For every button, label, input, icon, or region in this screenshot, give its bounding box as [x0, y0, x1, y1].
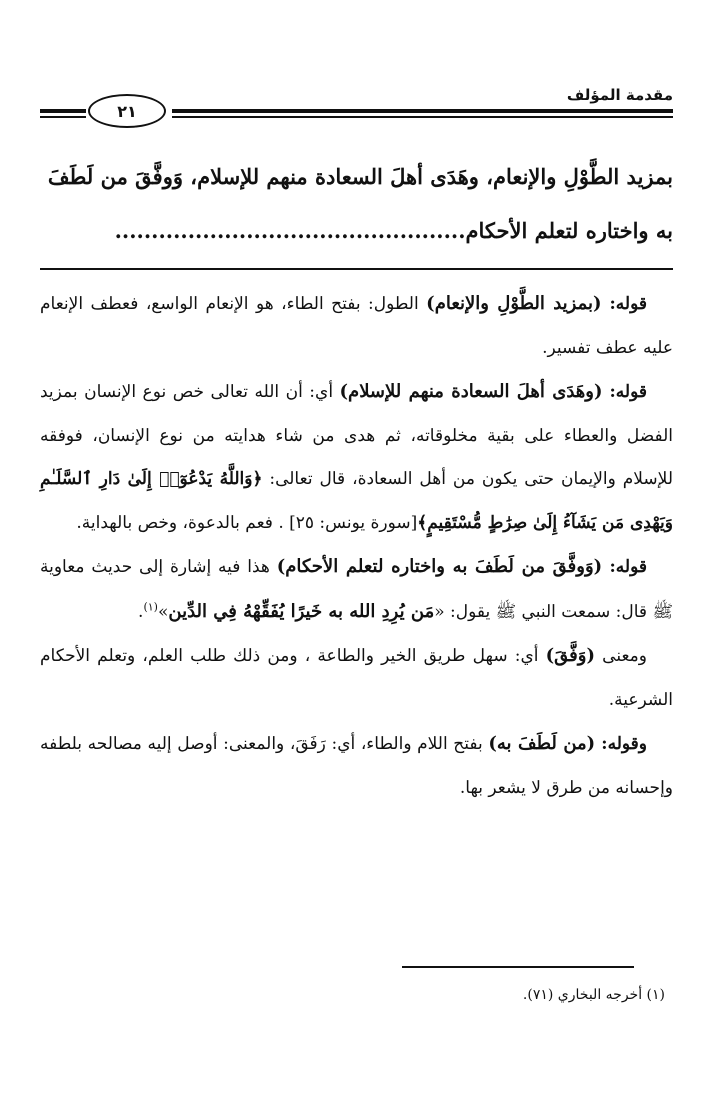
commentary-paragraph-4	[40, 634, 673, 722]
main-text-line-1: بمزيد الطَّوْلِ والإنعام، وهَدَى أهلَ السعادة منهم للإسلام، وَوفَّقَ من لَطَفَ	[47, 164, 673, 189]
main-text-line-2	[40, 204, 673, 258]
section-title: مقدمة المؤلف	[566, 86, 673, 104]
lead: قوله:	[602, 382, 647, 402]
page-header	[40, 82, 673, 132]
paragraph-text: هذا فيه إشارة إلى حديث معاوية ﷺ قال: سمعت النبي ﷺ يقول: «	[40, 557, 673, 622]
commentary-paragraph-1	[40, 282, 673, 370]
header-rule-thick-left	[40, 109, 86, 113]
text-divider	[40, 268, 673, 270]
quran-verse: ﴿وَاللَّهُ يَدْعُوٓا۟ إِلَىٰ دَارِ ٱلسَّلَـٰمِ وَيَهْدِى مَن يَشَآءُ إِلَىٰ صِرَٰطٍ مُّسْتَقِيمٍ﴾	[40, 469, 673, 533]
hadith-close: »	[157, 601, 169, 622]
header-rule-thin-right	[172, 116, 673, 118]
main-text	[40, 150, 673, 258]
quoted-phrase: (من لَطَفَ به)	[488, 733, 596, 754]
footnote-marker: (١)	[143, 599, 158, 613]
header-rule-thick-right	[172, 109, 673, 113]
lead: ومعنى	[595, 646, 647, 666]
paragraph-text: أي: أن الله تعالى خص نوع الإنسان بمزيد الفضل والعطاء على بقية مخلوقاته، ثم هدى من شاء هدايته من نوع الإنسان، فوفقه للإسلام والإيمان حتى يكون من أهل السعادة، قال تعالى:	[40, 382, 673, 489]
lead: قوله:	[601, 294, 647, 314]
commentary	[40, 282, 673, 810]
lead: وقوله:	[595, 734, 647, 754]
lead: قوله:	[602, 557, 647, 577]
commentary-paragraph-2	[40, 370, 673, 545]
main-text-dots: ................................................	[114, 218, 466, 243]
quoted-phrase: (وَوفَّقَ من لَطَفَ به واختاره لتعلم الأحكام)	[276, 556, 603, 577]
main-text-line-2-words: به واختاره لتعلم الأحكام	[465, 218, 673, 243]
paragraph-text: بفتح اللام والطاء، أي: رَفَقَ، والمعنى: أوصل إليه مصالحه بلطفه وإحسانه من طرق لا يشعر بها.	[40, 734, 673, 798]
header-rule-thin-left	[40, 116, 86, 118]
footnote-rule	[402, 966, 634, 968]
paragraph-text: أي: سهل طريق الخير والطاعة ، ومن ذلك طلب العلم، وتعلم الأحكام الشرعية.	[40, 646, 673, 710]
quoted-phrase: (بمزيد الطَّوْلِ والإنعام)	[426, 293, 602, 314]
paragraph-text: الطول: بفتح الطاء، هو الإنعام الواسع، فعطف الإنعام عليه عطف تفسير.	[40, 294, 673, 358]
paragraph-tail: . فعم بالدعوة، وخص بالهداية.	[76, 512, 290, 533]
quoted-phrase: (وَفَّقَ)	[545, 645, 595, 666]
page-number-oval	[88, 94, 166, 128]
quoted-phrase: (وهَدَى أهلَ السعادة منهم للإسلام)	[339, 381, 603, 402]
commentary-paragraph-3	[40, 545, 673, 634]
hadith-text: مَن يُرِدِ الله به خَيرًا يُفَقِّهْهُ فِي الدِّين	[168, 600, 435, 622]
footnote: (١) أخرجه البخاري (٧١).	[522, 987, 665, 1003]
paragraph-end: .	[138, 601, 144, 622]
commentary-paragraph-5	[40, 722, 673, 810]
page-number: ٢١	[117, 101, 137, 121]
surah-reference: [سورة يونس: ٢٥]	[289, 512, 418, 533]
